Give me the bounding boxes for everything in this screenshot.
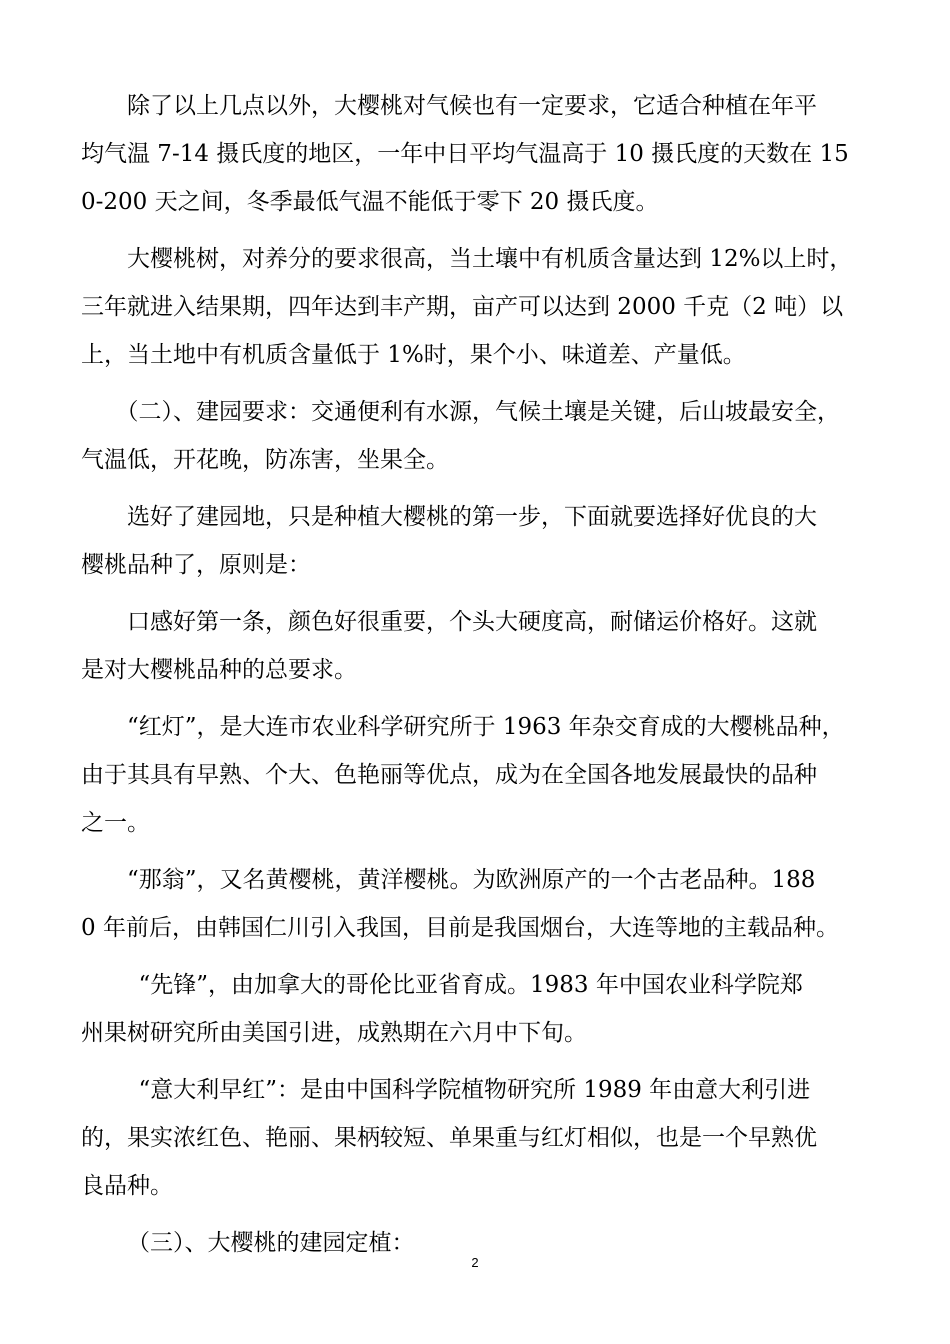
text-line: 选好了建园地，只是种植大樱桃的第一步，下面就要选择好优良的大 (127, 504, 817, 530)
text-line: 大樱桃树，对养分的要求很高，当土壤中有机质含量达到 12%以上时， (127, 246, 853, 272)
paragraph (81, 82, 881, 226)
text-line: 三年就进入结果期，四年达到丰产期，亩产可以达到 2000 千克（2 吨）以 (81, 294, 844, 320)
text-line: 由于其具有早熟、个大、色艳丽等优点，成为在全国各地发展最快的品种 (81, 762, 817, 788)
paragraph (81, 703, 881, 847)
text-line: 是对大樱桃品种的总要求。 (81, 657, 357, 683)
body-text (81, 82, 881, 1276)
paragraph (81, 1066, 881, 1210)
text-line: 樱桃品种了，原则是： (81, 552, 311, 578)
paragraph (81, 961, 881, 1057)
paragraph (81, 856, 881, 952)
page-number: 2 (471, 1255, 479, 1270)
text-line: 之一。 (81, 810, 150, 836)
text-line: 口感好第一条，颜色好很重要，个头大硬度高，耐储运价格好。这就 (127, 609, 817, 635)
text-line: “那翁”，又名黄樱桃，黄洋樱桃。为欧洲原产的一个古老品种。188 (127, 867, 816, 893)
text-line: 上，当土地中有机质含量低于 1%时，果个小、味道差、产量低。 (81, 342, 746, 368)
paragraph (81, 598, 881, 694)
text-line: “先锋”，由加拿大的哥伦比亚省育成。1983 年中国农业科学院郑 (138, 972, 803, 998)
text-line: 气温低，开花晚，防冻害，坐果全。 (81, 447, 449, 473)
text-line: （二）、建园要求：交通便利有水源，气候土壤是关键，后山坡最安全， (115, 399, 840, 425)
text-line: 的，果实浓红色、艳丽、果柄较短、单果重与红灯相似，也是一个早熟优 (81, 1125, 817, 1151)
text-line: 0 年前后，由韩国仁川引入我国，目前是我国烟台，大连等地的主载品种。 (81, 915, 839, 941)
text-line: 均气温 7-14 摄氏度的地区，一年中日平均气温高于 10 摄氏度的天数在 15 (81, 141, 849, 167)
text-line: 州果树研究所由美国引进，成熟期在六月中下旬。 (81, 1020, 587, 1046)
text-line: 0-200 天之间，冬季最低气温不能低于零下 20 摄氏度。 (81, 189, 659, 215)
text-line: 除了以上几点以外，大樱桃对气候也有一定要求，它适合种植在年平 (127, 93, 817, 119)
text-line: 良品种。 (81, 1173, 173, 1199)
paragraph (81, 388, 881, 484)
text-line: （三）、大樱桃的建园定植： (127, 1230, 415, 1256)
paragraph (81, 493, 881, 589)
paragraph (81, 235, 881, 379)
text-line: “红灯”，是大连市农业科学研究所于 1963 年杂交育成的大樱桃品种， (127, 714, 845, 740)
text-line: “意大利早红”：是由中国科学院植物研究所 1989 年由意大利引进 (138, 1077, 811, 1103)
